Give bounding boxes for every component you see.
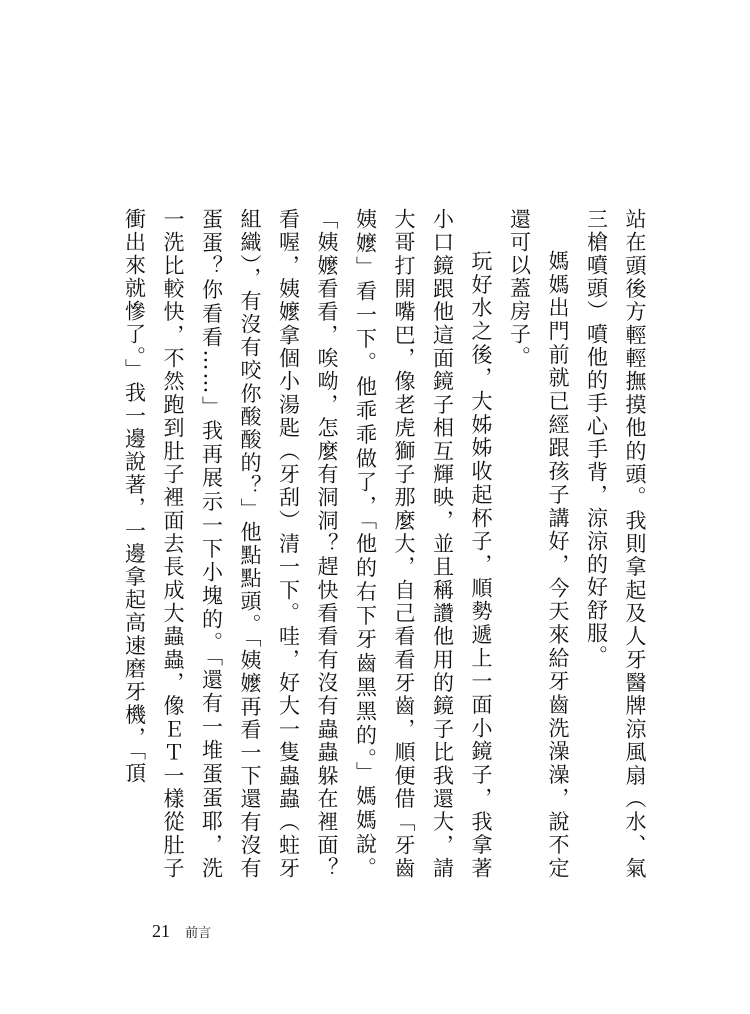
- page-number: 21: [152, 921, 170, 941]
- body-text: [115, 208, 654, 880]
- paragraph-mirror-exam: 玩好水之後，大姊姊收起杯子，順勢遞上一面小鏡子，我拿著小口鏡跟他這面鏡子相互輝映，並且稱讚他用的鏡子比我還大，請大哥打開嘴巴，像老虎獅子那麼大，自己看看牙齒，順便借「牙齒姨嬤」看一下。他乖乖做了，「他的右下牙齒黑黑的。」媽媽說。「姨嬤看看，唉呦，怎麼有洞洞？趕快看看有沒有蟲蟲躲在裡面？看喔，姨嬤拿個小湯匙（牙刮）清一下。哇，好大一隻蟲蟲（蛀牙組織），有沒有咬你酸酸的？」他點點頭。「姨嬤再看一下還有沒有蛋蛋？你看看……」我再展示一下小塊的。「還有一堆蛋蛋耶，洗一洗比較快，不然跑到肚子裡面去長成大蟲蟲，像ＥＴ一樣從肚子衝出來就慘了。」我一邊說著，一邊拿起高速磨牙機，「頂: [122, 208, 493, 880]
- running-section-title: 前言: [185, 926, 212, 941]
- paragraph-continued: 站在頭後方輕輕撫摸他的頭。我則拿起及人牙醫牌涼風扇（水、氣三槍噴頭）噴他的手心手背，涼涼的好舒服。: [584, 208, 647, 880]
- paragraph-mother-prepared: 媽媽出門前就已經跟孩子講好，今天來給牙齒洗澡澡，說不定還可以蓋房子。: [507, 208, 570, 880]
- page-footer: [152, 921, 211, 944]
